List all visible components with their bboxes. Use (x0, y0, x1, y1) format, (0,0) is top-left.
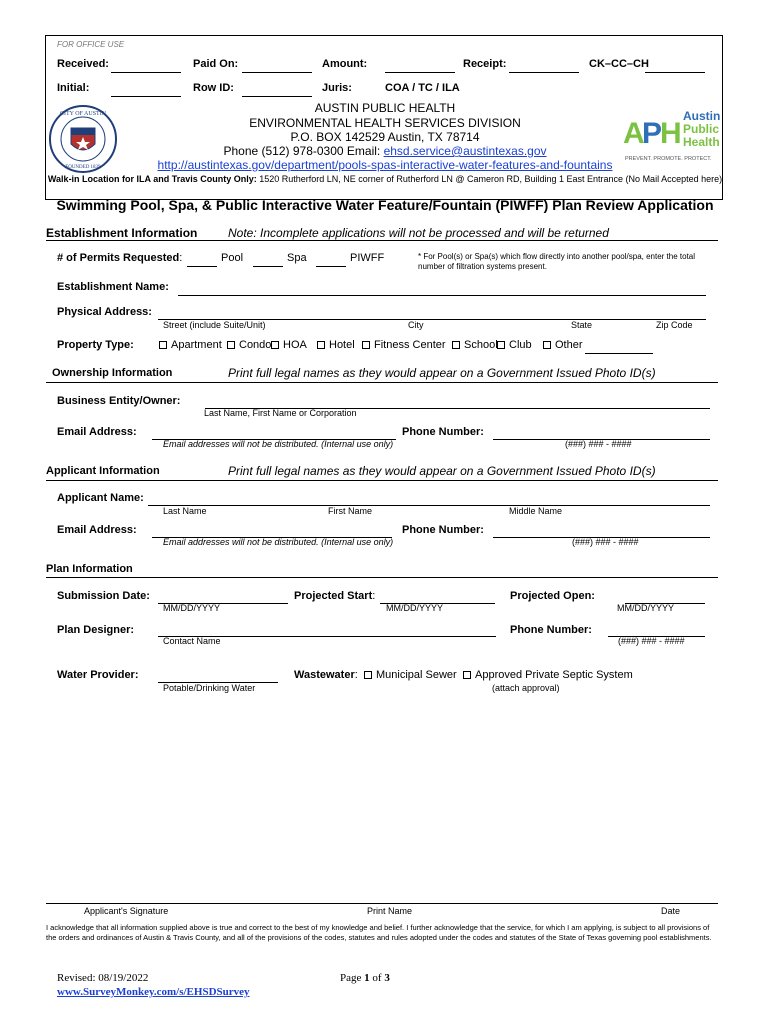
applicant-first-hint: First Name (328, 506, 373, 516)
spa-count-field[interactable] (253, 252, 283, 267)
wastewater-row (294, 669, 358, 681)
checkbox-icon[interactable] (362, 341, 370, 349)
piwff-label: PIWFF (350, 252, 385, 264)
survey-link[interactable]: www.SurveyMonkey.com/s/EHSDSurvey (57, 986, 250, 998)
applicant-heading: Applicant Information (46, 465, 160, 477)
applicant-phone-hint: (###) ### - #### (572, 537, 639, 547)
plan-phone-label: Phone Number: (510, 624, 592, 636)
page-total: 3 (384, 972, 390, 984)
municipal-sewer-option[interactable] (364, 669, 457, 681)
receipt-label: Receipt: (463, 58, 507, 70)
page-prefix: Page (340, 972, 365, 984)
form-title: Swimming Pool, Spa, & Public Interactive Water Feature/Fountain (PIWFF) Plan Review Application (56, 197, 714, 213)
projected-start-field[interactable] (380, 589, 495, 604)
addr-street-hint: Street (include Suite/Unit) (163, 320, 266, 330)
signature-label: Applicant's Signature (84, 906, 169, 916)
checkbox-icon[interactable] (317, 341, 325, 349)
ownership-rule (46, 382, 718, 383)
paid-on-field[interactable] (242, 58, 312, 73)
agency-line3: P.O. BOX 142529 Austin, TX 78714 (290, 130, 480, 144)
projected-start-row (294, 590, 375, 602)
svg-text:FOUNDED 1839: FOUNDED 1839 (65, 165, 101, 170)
page-of: of (369, 972, 385, 984)
municipal-sewer-label: Municipal Sewer (376, 669, 457, 681)
property-condo-label: Condo (239, 339, 272, 351)
svg-text:Health: Health (683, 135, 720, 149)
owner-email-field[interactable] (152, 425, 396, 440)
date-label: Date (661, 906, 681, 916)
checkbox-icon[interactable] (452, 341, 460, 349)
submission-date-hint: MM/DD/YYYY (163, 603, 221, 613)
svg-text:Public: Public (683, 122, 720, 136)
checkbox-icon[interactable] (271, 341, 279, 349)
ownership-note: Print full legal names as they would appear on a Government Issued Photo ID(s) (228, 366, 656, 380)
permits-note: * For Pool(s) or Spa(s) which flow directly into another pool/spa, enter the total number of filtration systems present. (418, 252, 696, 271)
property-fitness-label: Fitness Center (374, 339, 446, 351)
property-other[interactable] (543, 339, 583, 351)
wastewater-colon: : (354, 669, 358, 681)
svg-text:Austin: Austin (683, 109, 721, 123)
applicant-name-label: Applicant Name: (57, 492, 144, 504)
walkin-text: 1520 Rutherford LN, NE corner of Rutherford LN @ Cameron RD, Building 1 East Entrance (No Mail Accepted here) (256, 174, 723, 184)
business-entity-label: Business Entity/Owner: (57, 395, 181, 407)
received-label: Received: (57, 58, 109, 70)
piwff-count-field[interactable] (316, 252, 346, 267)
coa-label: COA / TC / ILA (385, 82, 460, 94)
property-other-field[interactable] (585, 339, 653, 354)
projected-start-label: Projected Start (294, 590, 373, 602)
projected-open-label: Projected Open: (510, 590, 595, 602)
property-hoa[interactable] (271, 339, 307, 351)
property-hotel[interactable] (317, 339, 355, 351)
aph-logo (623, 107, 723, 163)
property-other-label: Other (555, 339, 583, 351)
applicant-email-hint: Email addresses will not be distributed. (Internal use only) (163, 537, 394, 547)
agency-url-link[interactable]: http://austintexas.gov/department/pools-spas-interactive-water-features-and-fountains (157, 158, 613, 172)
permits-colon: : (179, 252, 183, 264)
property-club-label: Club (509, 339, 532, 351)
owner-email-label: Email Address: (57, 426, 137, 438)
applicant-phone-field[interactable] (493, 523, 710, 538)
septic-label: Approved Private Septic System (475, 669, 633, 681)
checkbox-icon[interactable] (364, 671, 372, 679)
agency-line1: AUSTIN PUBLIC HEALTH (314, 101, 456, 115)
row-id-field[interactable] (242, 82, 312, 97)
agency-line2: ENVIRONMENTAL HEALTH SERVICES DIVISION (249, 116, 521, 130)
applicant-email-label: Email Address: (57, 524, 137, 536)
property-hoa-label: HOA (283, 339, 307, 351)
applicant-rule (46, 480, 718, 481)
row-id-label: Row ID: (193, 82, 234, 94)
svg-text:PREVENT. PROMOTE. PROTECT.: PREVENT. PROMOTE. PROTECT. (625, 156, 712, 162)
business-entity-field[interactable] (205, 394, 710, 409)
ck-cc-ch-field[interactable] (645, 58, 705, 73)
ck-cc-ch-label: CK–CC–CH (589, 58, 649, 70)
ownership-heading: Ownership Information (52, 367, 173, 379)
applicant-phone-label: Phone Number: (402, 524, 484, 536)
print-name-label: Print Name (367, 906, 413, 916)
amount-label: Amount: (322, 58, 368, 70)
checkbox-icon[interactable] (497, 341, 505, 349)
svg-text:H: H (660, 117, 682, 150)
pool-label: Pool (221, 252, 244, 264)
plan-designer-label: Plan Designer: (57, 624, 135, 636)
projected-start-hint: MM/DD/YYYY (386, 603, 444, 613)
plan-designer-field[interactable] (158, 622, 496, 637)
plan-heading: Plan Information (46, 563, 133, 575)
plan-phone-hint: (###) ### - #### (618, 636, 685, 646)
spa-label: Spa (287, 252, 307, 264)
signature-line[interactable] (46, 903, 718, 904)
property-fitness-center[interactable] (362, 339, 446, 351)
applicant-name-field[interactable] (148, 491, 710, 506)
owner-email-hint: Email addresses will not be distributed. (Internal use only) (163, 439, 394, 449)
projected-start-colon: : (372, 590, 376, 602)
checkbox-icon[interactable] (159, 341, 167, 349)
plan-phone-field[interactable] (608, 622, 705, 637)
permits-label: # of Permits Requested (57, 252, 180, 264)
agency-email-link[interactable]: ehsd.service@austintexas.gov (383, 144, 547, 158)
checkbox-icon[interactable] (543, 341, 551, 349)
receipt-field[interactable] (509, 58, 579, 73)
establishment-note: Note: Incomplete applications will not be processed and will be returned (228, 226, 609, 240)
amount-field[interactable] (385, 58, 455, 73)
owner-phone-field[interactable] (493, 425, 710, 440)
received-field[interactable] (111, 58, 181, 73)
establishment-name-field[interactable] (178, 281, 706, 296)
physical-address-field[interactable] (158, 305, 706, 320)
property-apartment[interactable] (159, 339, 222, 351)
projected-open-hint: MM/DD/YYYY (617, 603, 675, 613)
applicant-email-field[interactable] (152, 523, 392, 538)
water-provider-label: Water Provider: (57, 669, 139, 681)
plan-designer-hint: Contact Name (163, 636, 221, 646)
establishment-rule (46, 240, 718, 241)
checkbox-icon[interactable] (227, 341, 235, 349)
juris-label: Juris: (322, 82, 352, 94)
addr-state-hint: State (571, 320, 593, 330)
owner-phone-label: Phone Number: (402, 426, 484, 438)
water-provider-field[interactable] (158, 668, 278, 683)
svg-text:P: P (642, 117, 663, 150)
svg-text:CITY OF AUSTIN: CITY OF AUSTIN (59, 111, 107, 117)
acknowledgement-text: I acknowledge that all information supplied above is true and correct to the best of my knowledge and belief. I further acknowledge that the service, for which I am applying, is subject to all provisions of the orders and ordinances of Austin & Travis County, and all of the provisions of the codes, statutes and rules adopted under the codes and statutes of the State of Texas governing pool establishments. (46, 923, 712, 942)
physical-address-label: Physical Address: (57, 306, 152, 318)
water-provider-hint: Potable/Drinking Water (163, 683, 256, 693)
applicant-middle-hint: Middle Name (509, 506, 563, 516)
page-number (340, 972, 390, 984)
revised-date: Revised: 08/19/2022 (57, 972, 149, 984)
property-school[interactable] (452, 339, 498, 351)
establishment-name-label: Establishment Name: (57, 281, 169, 293)
office-use-header: FOR OFFICE USE (57, 40, 125, 49)
septic-option[interactable] (463, 669, 633, 681)
property-condo[interactable] (227, 339, 271, 351)
checkbox-icon[interactable] (463, 671, 471, 679)
property-type-label: Property Type: (57, 339, 134, 351)
septic-hint: (attach approval) (492, 683, 560, 693)
addr-city-hint: City (408, 320, 424, 330)
initial-field[interactable] (111, 82, 181, 97)
business-entity-hint: Last Name, First Name or Corporation (204, 408, 357, 418)
agency-phone: Phone (512) 978-0300 Email: (223, 144, 384, 158)
submission-date-field[interactable] (158, 589, 288, 604)
establishment-heading: Establishment Information (46, 226, 198, 240)
property-hotel-label: Hotel (329, 339, 355, 351)
paid-on-label: Paid On: (193, 58, 239, 70)
submission-date-label: Submission Date: (57, 590, 150, 602)
addr-zip-hint: Zip Code (656, 320, 693, 330)
page-current: 1 (364, 972, 370, 984)
applicant-last-hint: Last Name (163, 506, 207, 516)
walkin-line (0, 174, 770, 184)
projected-open-field[interactable] (625, 589, 705, 604)
initial-label: Initial: (57, 82, 90, 94)
permits-row (57, 252, 182, 264)
owner-phone-hint: (###) ### - #### (565, 439, 632, 449)
property-club[interactable] (497, 339, 532, 351)
applicant-note: Print full legal names as they would appear on a Government Issued Photo ID(s) (228, 464, 656, 478)
property-school-label: School (464, 339, 498, 351)
wastewater-label: Wastewater (294, 669, 355, 681)
plan-rule (46, 577, 718, 578)
property-apartment-label: Apartment (171, 339, 222, 351)
pool-count-field[interactable] (187, 252, 217, 267)
svg-text:A: A (623, 117, 645, 150)
walkin-label: Walk-in Location for ILA and Travis County Only: (47, 174, 257, 184)
